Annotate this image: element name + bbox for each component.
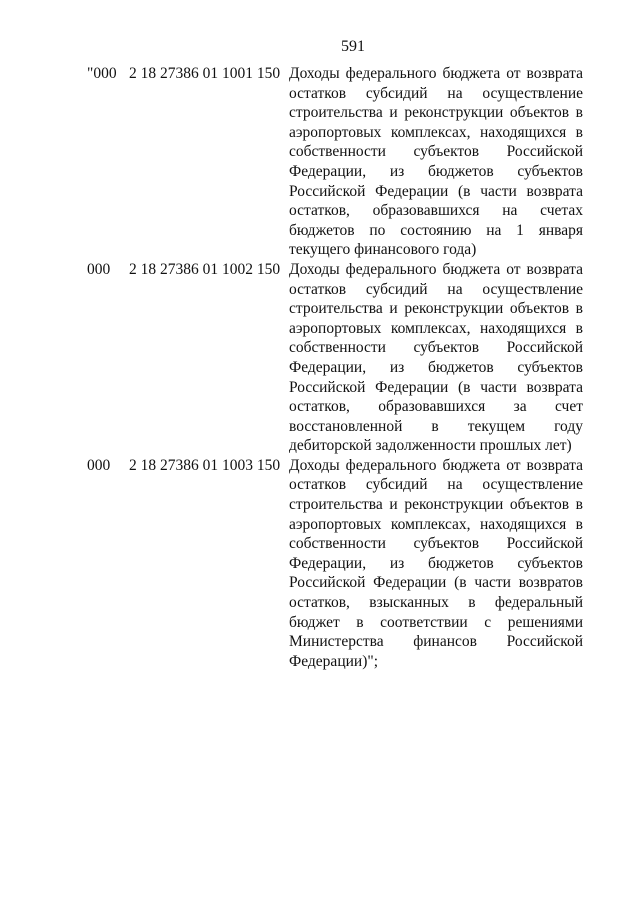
page-number: 591 [341,38,365,55]
entry-description: Доходы федерального бюджета от возврата остатков субсидий на осуществление строительства и реконструкции объектов в аэропортовых комплексах, находящихся в собственности субъектов Российской Федерации, из бюджетов субъектов Российской Федерации (в части возвратов остатков, взысканных в федеральный бюджет в соответствии с решениями Министерства финансов Российской Федерации)"; [289,456,583,670]
entry-description: Доходы федерального бюджета от возврата остатков субсидий на осуществление строительства и реконструкции объектов в аэропортовых комплексах, находящихся в собственности субъектов Российской Федерации, из бюджетов субъектов Российской Федерации (в части возврата остатков, образовавшихся на счетах бюджетов по состоянию на 1 января текущего финансового года) [289,65,583,259]
table-row [0,260,640,456]
administrator-code: "000 [87,65,117,82]
code-table [0,64,640,671]
budget-classification-code: 2 18 27386 01 1001 150 [129,65,281,82]
administrator-code: 000 [87,260,111,278]
budget-classification-code: 2 18 27386 01 1003 150 [129,456,281,474]
table-row [0,456,640,672]
table-row [0,64,640,260]
entry-description: Доходы федерального бюджета от возврата остатков субсидий на осуществление строительства и реконструкции объектов в аэропортовых комплексах, находящихся в собственности субъектов Российской Федерации, из бюджетов субъектов Российской Федерации (в части возврата остатков, образовавшихся за счет восстановленной в текущем году дебиторской задолженности прошлых лет) [289,260,583,455]
budget-classification-code: 2 18 27386 01 1002 150 [129,260,281,278]
administrator-code: 000 [87,456,111,474]
